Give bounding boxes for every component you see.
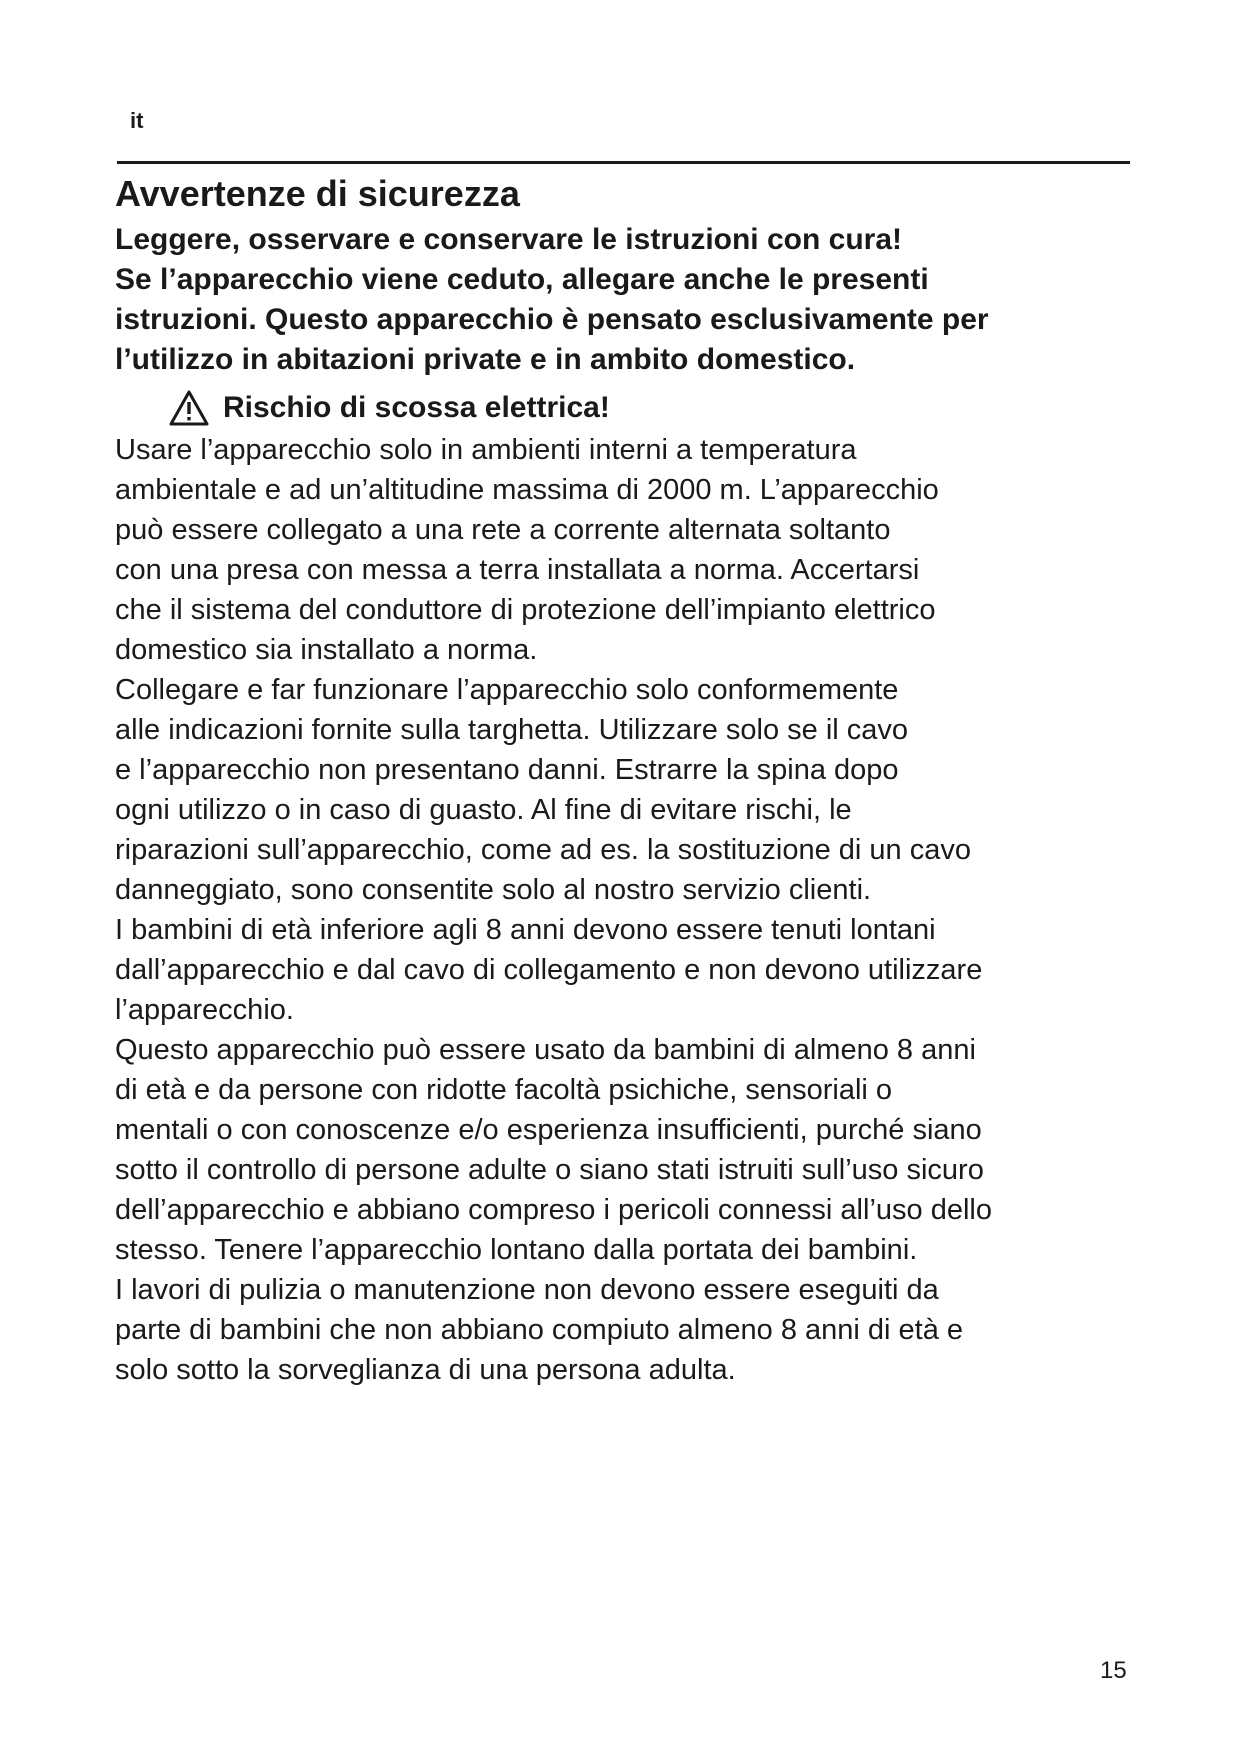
header-divider (117, 161, 1130, 164)
text-line: I bambini di età inferiore agli 8 anni devono essere tenuti lontani (115, 914, 936, 946)
paragraph (115, 1030, 1135, 1270)
text-line: Usare l’apparecchio solo in ambienti interni a temperatura (115, 434, 857, 466)
text-line: che il sistema del conduttore di protezione dell’impianto elettrico (115, 594, 936, 626)
text-line: solo sotto la sorveglianza di una persona adulta. (115, 1354, 736, 1386)
text-line: Collegare e far funzionare l’apparecchio solo conformemente (115, 674, 899, 706)
text-line: l’apparecchio. (115, 994, 294, 1026)
text-line: con una presa con messa a terra installata a norma. Accertarsi (115, 554, 920, 586)
text-line: Questo apparecchio può essere usato da bambini di almeno 8 anni (115, 1034, 976, 1066)
intro-text (115, 220, 1135, 380)
paragraph (115, 910, 1135, 1030)
warning-heading: Rischio di scossa elettrica! (223, 391, 610, 424)
text-line: parte di bambini che non abbiano compiuto almeno 8 anni di età e (115, 1314, 964, 1346)
text-line: può essere collegato a una rete a corrente alternata soltanto (115, 514, 891, 546)
text-line: ogni utilizzo o in caso di guasto. Al fine di evitare rischi, le (115, 794, 852, 826)
paragraph (115, 430, 1135, 670)
text-line: I lavori di pulizia o manutenzione non devono essere eseguiti da (115, 1274, 939, 1306)
safety-section (115, 172, 1135, 1390)
text-line: sotto il controllo di persone adulte o siano stati istruiti sull’uso sicuro (115, 1154, 984, 1186)
text-line: danneggiato, sono consentite solo al nostro servizio clienti. (115, 874, 872, 906)
text-line: e l’apparecchio non presentano danni. Estrarre la spina dopo (115, 754, 899, 786)
paragraph (115, 1270, 1135, 1390)
intro-line: Se l’apparecchio viene ceduto, allegare anche le presenti (115, 263, 929, 296)
paragraph (115, 670, 1135, 910)
text-line: stesso. Tenere l’apparecchio lontano dalla portata dei bambini. (115, 1234, 918, 1266)
safety-body (115, 430, 1135, 1390)
text-line: di età e da persone con ridotte facoltà psichiche, sensoriali o (115, 1074, 893, 1106)
intro-line: l’utilizzo in abitazioni private e in ambito domestico. (115, 343, 856, 376)
text-line: dall’apparecchio e dal cavo di collegamento e non devono utilizzare (115, 954, 983, 986)
text-line: dell’apparecchio e abbiano compreso i pericoli connessi all’uso dello (115, 1194, 992, 1226)
text-line: domestico sia installato a norma. (115, 634, 538, 666)
intro-line: istruzioni. Questo apparecchio è pensato esclusivamente per (115, 303, 989, 336)
text-line: alle indicazioni fornite sulla targhetta. Utilizzare solo se il cavo (115, 714, 909, 746)
text-line: ambientale e ad un’altitudine massima di 2000 m. L’apparecchio (115, 474, 939, 506)
section-title: Avvertenze di sicurezza (115, 173, 520, 214)
language-tag: it (130, 108, 144, 133)
page-number: 15 (1100, 1657, 1127, 1684)
text-line: riparazioni sull’apparecchio, come ad es. la sostituzione di un cavo (115, 834, 971, 866)
text-line: mentali o con conoscenze e/o esperienza insufficienti, purché siano (115, 1114, 982, 1146)
electric-shock-warning (169, 386, 1135, 430)
warning-triangle-icon (169, 390, 209, 426)
intro-line: Leggere, osservare e conservare le istruzioni con cura! (115, 223, 903, 256)
